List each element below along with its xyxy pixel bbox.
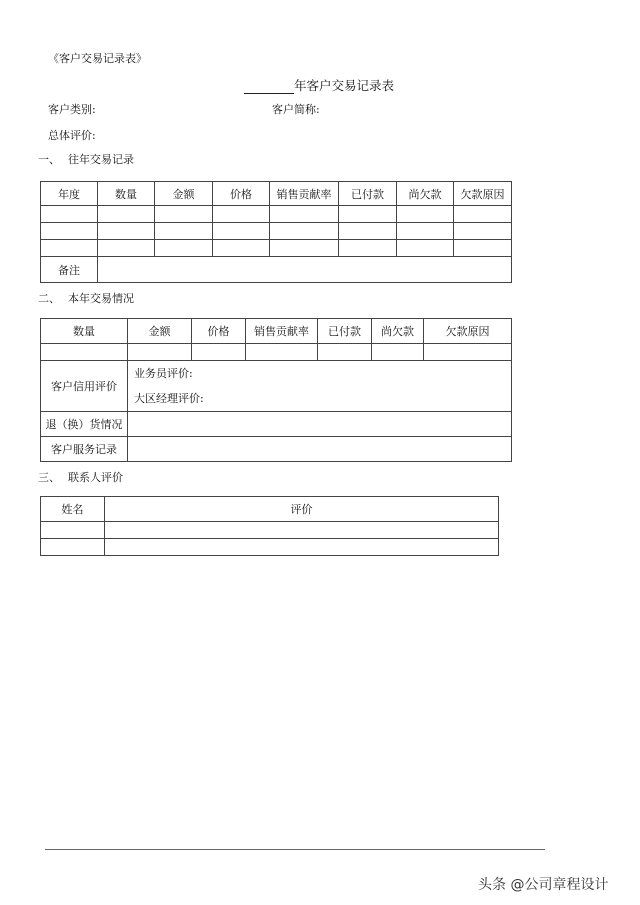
section3-number: 三、 bbox=[38, 471, 60, 484]
returns-cell[interactable] bbox=[128, 412, 512, 437]
table-cell[interactable] bbox=[155, 206, 213, 223]
table-header-row bbox=[41, 182, 512, 206]
table-cell[interactable] bbox=[98, 206, 155, 223]
col-header: 金额 bbox=[155, 182, 213, 206]
table-cell[interactable] bbox=[128, 344, 192, 361]
credit-evaluation-cell[interactable] bbox=[128, 361, 512, 412]
table-header-row bbox=[41, 497, 499, 522]
table-cell[interactable] bbox=[41, 539, 105, 556]
remark-cell[interactable] bbox=[98, 257, 512, 283]
table-cell[interactable] bbox=[105, 522, 499, 539]
section1-number: 一、 bbox=[38, 153, 60, 166]
table-row bbox=[41, 344, 512, 361]
table-cell[interactable] bbox=[41, 206, 98, 223]
credit-label: 客户信用评价 bbox=[41, 361, 128, 412]
col-header: 欠款原因 bbox=[424, 319, 512, 344]
table-cell[interactable] bbox=[192, 344, 246, 361]
table-cell[interactable] bbox=[41, 522, 105, 539]
table-cell[interactable] bbox=[372, 344, 424, 361]
section1-title: 往年交易记录 bbox=[68, 153, 134, 166]
table-cell[interactable] bbox=[105, 539, 499, 556]
section3-heading bbox=[38, 469, 123, 485]
section3-title: 联系人评价 bbox=[68, 471, 123, 484]
contact-evaluation-table bbox=[40, 496, 499, 556]
table-header-row bbox=[41, 319, 512, 344]
credit-row bbox=[41, 361, 512, 412]
table-cell[interactable] bbox=[397, 223, 454, 240]
document-title: 《客户交易记录表》 bbox=[48, 52, 147, 65]
table-row bbox=[41, 223, 512, 240]
table-row bbox=[41, 522, 499, 539]
col-header: 销售贡献率 bbox=[246, 319, 318, 344]
section2-number: 二、 bbox=[38, 292, 60, 305]
table-cell[interactable] bbox=[424, 344, 512, 361]
col-header: 姓名 bbox=[41, 497, 105, 522]
table-cell[interactable] bbox=[246, 344, 318, 361]
col-header: 数量 bbox=[41, 319, 128, 344]
table-cell[interactable] bbox=[98, 240, 155, 257]
table-cell[interactable] bbox=[213, 206, 270, 223]
col-header: 欠款原因 bbox=[454, 182, 512, 206]
table-cell[interactable] bbox=[339, 240, 397, 257]
remark-row bbox=[41, 257, 512, 283]
table-cell[interactable] bbox=[339, 206, 397, 223]
customer-category-label: 客户类别: bbox=[48, 103, 96, 116]
col-header: 价格 bbox=[192, 319, 246, 344]
col-header: 尚欠款 bbox=[372, 319, 424, 344]
section1-heading bbox=[38, 151, 134, 167]
salesperson-eval-label: 业务员评价: bbox=[134, 367, 193, 380]
col-header: 评价 bbox=[105, 497, 499, 522]
table-cell[interactable] bbox=[339, 223, 397, 240]
col-header: 金额 bbox=[128, 319, 192, 344]
remark-label: 备注 bbox=[41, 257, 98, 283]
col-header: 数量 bbox=[98, 182, 155, 206]
table-cell[interactable] bbox=[155, 223, 213, 240]
customer-short-name-label: 客户简称: bbox=[272, 103, 320, 116]
col-header: 已付款 bbox=[339, 182, 397, 206]
table-cell[interactable] bbox=[454, 206, 512, 223]
table-cell[interactable] bbox=[41, 223, 98, 240]
year-blank bbox=[244, 81, 294, 94]
returns-label: 退（换）货情况 bbox=[41, 412, 128, 437]
col-header: 价格 bbox=[213, 182, 270, 206]
col-header: 销售贡献率 bbox=[270, 182, 339, 206]
overall-evaluation-label: 总体评价: bbox=[48, 129, 96, 142]
table-row bbox=[41, 539, 499, 556]
table-cell[interactable] bbox=[213, 223, 270, 240]
returns-row bbox=[41, 412, 512, 437]
service-label: 客户服务记录 bbox=[41, 437, 128, 462]
table-cell[interactable] bbox=[270, 223, 339, 240]
section2-heading bbox=[38, 290, 134, 306]
table-cell[interactable] bbox=[397, 206, 454, 223]
table-cell[interactable] bbox=[397, 240, 454, 257]
table-cell[interactable] bbox=[270, 206, 339, 223]
watermark: 头条 @公司章程设计 bbox=[478, 877, 609, 893]
past-transactions-table bbox=[40, 181, 512, 283]
table-row bbox=[41, 240, 512, 257]
service-cell[interactable] bbox=[128, 437, 512, 462]
table-cell[interactable] bbox=[318, 344, 372, 361]
manager-eval-label: 大区经理评价: bbox=[134, 392, 204, 405]
table-cell[interactable] bbox=[155, 240, 213, 257]
service-row bbox=[41, 437, 512, 462]
form-title bbox=[244, 76, 394, 94]
table-cell[interactable] bbox=[454, 223, 512, 240]
footer-divider bbox=[45, 849, 545, 850]
section2-title: 本年交易情况 bbox=[68, 292, 134, 305]
table-cell[interactable] bbox=[270, 240, 339, 257]
current-year-table bbox=[40, 318, 512, 462]
col-header: 年度 bbox=[41, 182, 98, 206]
table-cell[interactable] bbox=[454, 240, 512, 257]
table-cell[interactable] bbox=[41, 344, 128, 361]
table-cell[interactable] bbox=[41, 240, 98, 257]
table-cell[interactable] bbox=[213, 240, 270, 257]
table-row bbox=[41, 206, 512, 223]
form-title-text: 年客户交易记录表 bbox=[294, 78, 395, 93]
table-cell[interactable] bbox=[98, 223, 155, 240]
col-header: 尚欠款 bbox=[397, 182, 454, 206]
col-header: 已付款 bbox=[318, 319, 372, 344]
